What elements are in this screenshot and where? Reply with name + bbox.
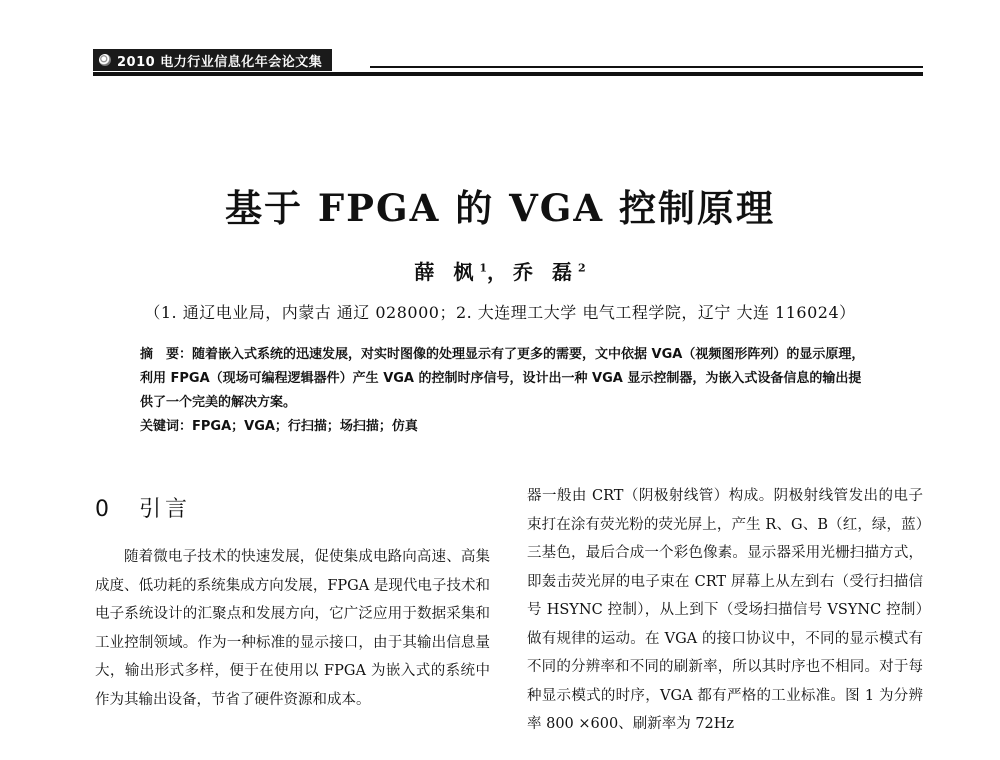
seal-icon — [99, 54, 111, 66]
author-separator: ， — [487, 260, 513, 284]
author-1: 薛 枫 — [414, 260, 480, 284]
proceedings-header-label: 2010 电力行业信息化年会论文集 — [117, 54, 323, 70]
header-rule-thin — [370, 66, 923, 68]
author-2-affiliation-mark: 2 — [577, 261, 586, 275]
paper-title: 基于 FPGA 的 VGA 控制原理 — [225, 186, 775, 230]
keywords-line: 关键词：FPGA；VGA；行扫描；场扫描；仿真 — [140, 419, 418, 434]
affiliation-line: （1. 通辽电业局，内蒙古 通辽 028000；2. 大连理工大学 电气工程学院，辽宁 大连 116024） — [144, 303, 856, 322]
right-column — [527, 482, 923, 739]
author-1-affiliation-mark: 1 — [479, 261, 487, 275]
author-line — [0, 256, 1000, 285]
section-heading-introduction: 0 引言 — [95, 497, 191, 522]
header-rule-thick — [93, 72, 923, 76]
abstract-block — [140, 343, 865, 439]
left-column — [95, 492, 490, 714]
abstract-text: 摘 要：随着嵌入式系统的迅速发展，对实时图像的处理显示有了更多的需要，文中依据 VGA（视频图形阵列）的显示原理，利用 FPGA（现场可编程逻辑器件）产生 VGA 的控制时序信号，设计出一种 VGA 显示控制器，为嵌入式设备信息的输出提供了一个完美的解决方案。 — [140, 347, 865, 410]
introduction-paragraph: 随着微电子技术的快速发展，促使集成电路向高速、高集成度、低功耗的系统集成方向发展，FPGA 是现代电子技术和电子系统设计的汇聚点和发展方向，它广泛应用于数据采集和工业控制领域。作为一种标准的显示接口，由于其输出信息量大，输出形式多样，便于在使用以 FPGA 为嵌入式的系统中作为其输出设备，节省了硬件资源和成本。 — [95, 549, 490, 708]
proceedings-header-badge — [93, 49, 332, 71]
right-column-paragraph: 器一般由 CRT（阴极射线管）构成。阴极射线管发出的电子束打在涂有荧光粉的荧光屏上，产生 R、G、B（红，绿，蓝）三基色，最后合成一个彩色像素。显示器采用光栅扫描方式，即轰击荧光屏的电子束在 CRT 屏幕上从左到右（受行扫描信号 HSYNC 控制），从上到下（受场扫描信号 VSYNC 控制）做有规律的运动。在 VGA 的接口协议中，不同的显示模式有不同的分辨率和不同的刷新率，所以其时序也不相同。对于每种显示模式的时序，VGA 都有严格的工业标准。图 1 为分辨率 800 ×600、刷新率为 72Hz — [527, 488, 923, 732]
author-2: 乔 磊 — [513, 260, 578, 284]
